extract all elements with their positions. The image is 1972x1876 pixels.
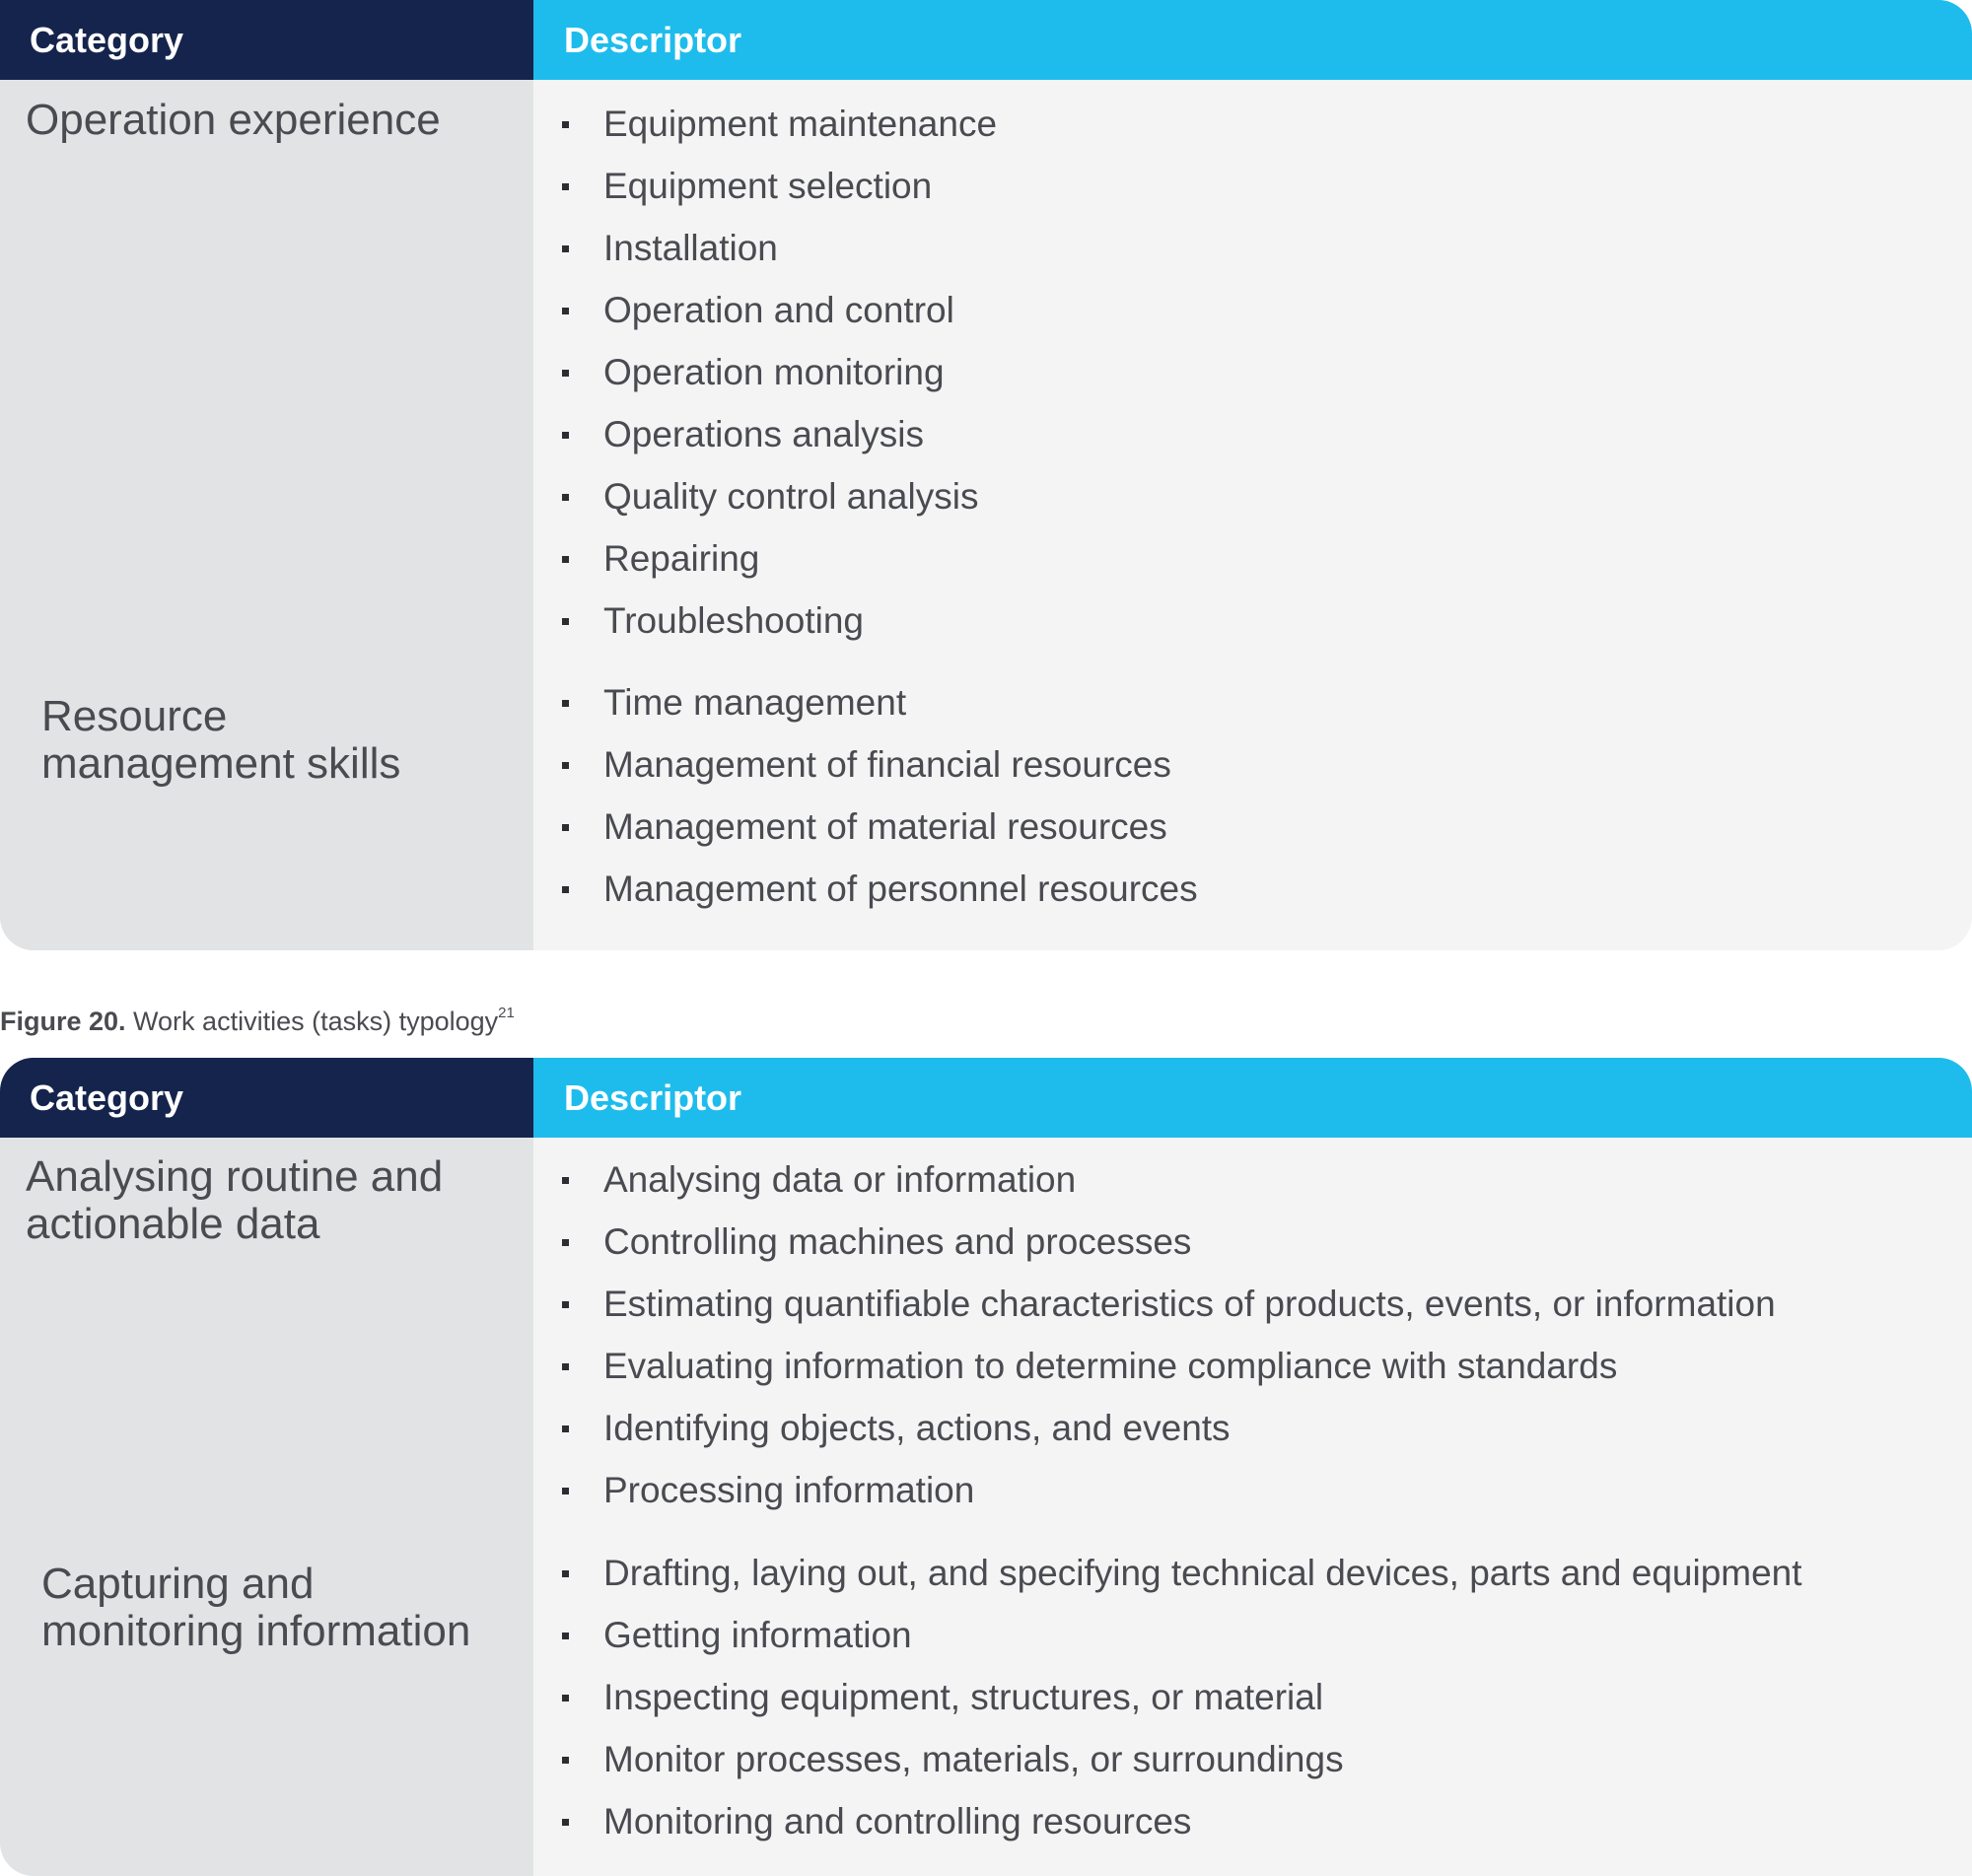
list-item: Operations analysis bbox=[533, 414, 997, 476]
list-item: Analysing data or information bbox=[533, 1159, 1776, 1221]
category-label: Resource management skills bbox=[41, 692, 401, 788]
bullet-icon bbox=[562, 245, 569, 252]
caption-text: Work activities (tasks) typology bbox=[125, 1007, 499, 1036]
descriptor-list bbox=[533, 104, 997, 662]
figure-caption bbox=[0, 1004, 515, 1039]
descriptor-header: Descriptor bbox=[533, 0, 1972, 80]
list-item: Management of financial resources bbox=[533, 744, 1198, 806]
category-header: Category bbox=[0, 1058, 533, 1138]
list-item: Controlling machines and processes bbox=[533, 1221, 1776, 1284]
bullet-icon bbox=[562, 1757, 569, 1764]
list-item: Inspecting equipment, structures, or material bbox=[533, 1677, 1802, 1739]
descriptor-header: Descriptor bbox=[533, 1058, 1972, 1138]
bullet-icon bbox=[562, 1570, 569, 1577]
work-activities-table bbox=[0, 1058, 1972, 1876]
bullet-icon bbox=[562, 1425, 569, 1432]
bullet-icon bbox=[562, 1177, 569, 1184]
bullet-icon bbox=[562, 494, 569, 501]
list-item: Management of personnel resources bbox=[533, 869, 1198, 931]
descriptor-list bbox=[533, 1553, 1802, 1863]
bullet-icon bbox=[562, 1239, 569, 1246]
bullet-icon bbox=[562, 1819, 569, 1826]
figure-label: Figure 20. bbox=[0, 1007, 126, 1036]
list-item: Processing information bbox=[533, 1470, 1776, 1532]
bullet-icon bbox=[562, 824, 569, 831]
list-item: Operation monitoring bbox=[533, 352, 997, 414]
bullet-icon bbox=[562, 618, 569, 625]
list-item: Drafting, laying out, and specifying technical devices, parts and equipment bbox=[533, 1553, 1802, 1615]
bullet-icon bbox=[562, 1695, 569, 1702]
category-label: Operation experience bbox=[26, 96, 441, 144]
bullet-icon bbox=[562, 183, 569, 190]
bullet-icon bbox=[562, 700, 569, 707]
category-header: Category bbox=[0, 0, 533, 80]
bullet-icon bbox=[562, 432, 569, 439]
list-item: Estimating quantifiable characteristics of products, events, or information bbox=[533, 1284, 1776, 1346]
bullet-icon bbox=[562, 556, 569, 563]
bullet-icon bbox=[562, 886, 569, 893]
list-item: Quality control analysis bbox=[533, 476, 997, 538]
bullet-icon bbox=[562, 762, 569, 769]
list-item: Time management bbox=[533, 682, 1198, 744]
list-item: Getting information bbox=[533, 1615, 1802, 1677]
bullet-icon bbox=[562, 121, 569, 128]
table-header bbox=[0, 0, 1972, 80]
list-item: Equipment selection bbox=[533, 166, 997, 228]
table-header bbox=[0, 1058, 1972, 1138]
list-item: Troubleshooting bbox=[533, 600, 997, 662]
list-item: Management of material resources bbox=[533, 806, 1198, 869]
category-label: Analysing routine and actionable data bbox=[26, 1152, 444, 1248]
list-item: Equipment maintenance bbox=[533, 104, 997, 166]
bullet-icon bbox=[562, 370, 569, 377]
list-item: Identifying objects, actions, and events bbox=[533, 1408, 1776, 1470]
list-item: Evaluating information to determine compliance with standards bbox=[533, 1346, 1776, 1408]
list-item: Monitor processes, materials, or surroundings bbox=[533, 1739, 1802, 1801]
bullet-icon bbox=[562, 308, 569, 314]
category-label: Capturing and monitoring information bbox=[41, 1560, 471, 1655]
bullet-icon bbox=[562, 1488, 569, 1494]
list-item: Installation bbox=[533, 228, 997, 290]
list-item: Repairing bbox=[533, 538, 997, 600]
bullet-icon bbox=[562, 1301, 569, 1308]
bullet-icon bbox=[562, 1633, 569, 1639]
descriptor-list bbox=[533, 1159, 1776, 1532]
list-item: Operation and control bbox=[533, 290, 997, 352]
footnote-ref: 21 bbox=[498, 1005, 515, 1021]
list-item: Monitoring and controlling resources bbox=[533, 1801, 1802, 1863]
bullet-icon bbox=[562, 1363, 569, 1370]
descriptor-list bbox=[533, 682, 1198, 931]
